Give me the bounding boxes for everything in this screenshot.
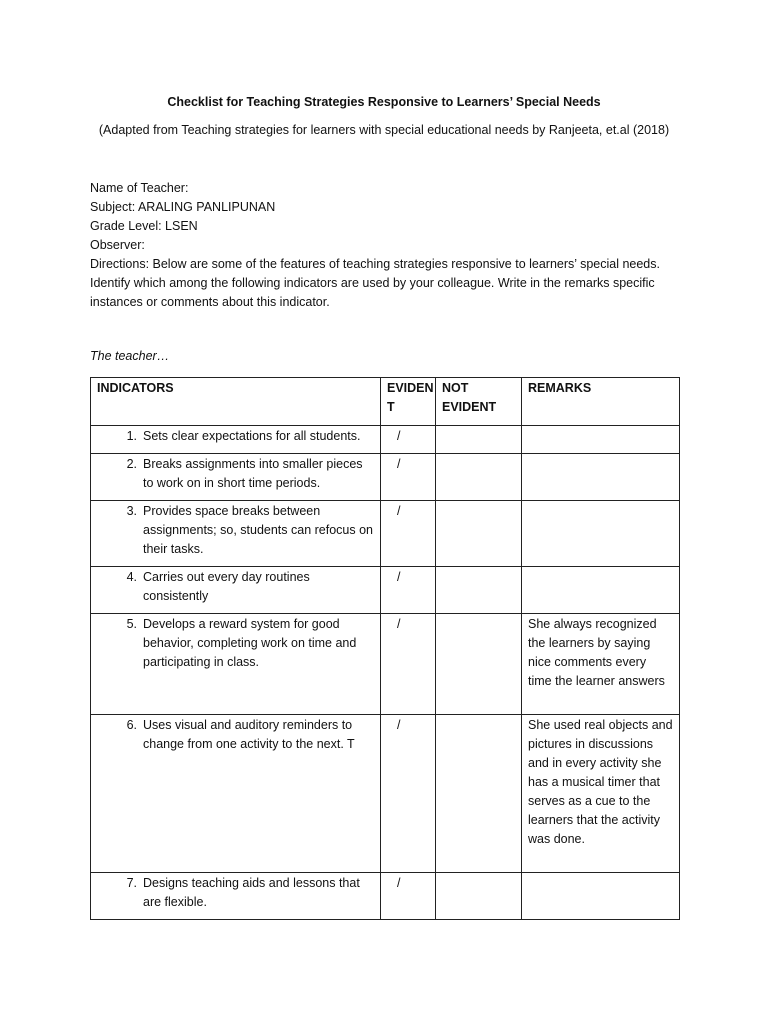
not-evident-cell [436,501,522,567]
lead-text: The teacher… [90,349,170,363]
table-row [91,715,680,873]
indicator-content [97,568,374,606]
indicator-content [97,502,374,559]
not-evident-cell [436,614,522,715]
indicator-cell [91,567,381,614]
header-not-evident: NOT EVIDENT [436,378,522,426]
remarks-cell [522,567,680,614]
indicator-content [97,455,374,493]
subject-field: Subject: ARALING PANLIPUNAN [90,200,276,214]
indicator-content [97,874,374,912]
document-subtitle: (Adapted from Teaching strategies for learners with special educational needs by Ranjeeta, et.al (2018) [98,123,670,137]
info-block [90,179,690,312]
evident-cell [381,454,436,501]
evident-cell [381,715,436,873]
evident-check-mark: / [397,457,401,471]
remarks-cell [522,501,680,567]
table-row [91,567,680,614]
not-evident-cell [436,873,522,920]
indicator-number: 3. [126,504,137,518]
header-remarks: REMARKS [522,378,680,426]
indicator-cell [91,715,381,873]
indicator-text: Provides space breaks between assignments; so, students can refocus on their tasks. [143,504,373,556]
header-indicators: INDICATORS [91,378,381,426]
table-row [91,501,680,567]
not-evident-cell [436,715,522,873]
table-header-row [91,378,680,426]
evident-check-mark: / [397,876,401,890]
remarks-cell: She used real objects and pictures in discussions and in every activity she has a musical timer that serves as a cue to the learners that the activity was done. [522,715,680,873]
table-row [91,454,680,501]
remarks-cell [522,873,680,920]
indicator-cell [91,501,381,567]
indicator-text: Designs teaching aids and lessons that are flexible. [143,876,360,909]
indicator-text: Breaks assignments into smaller pieces to work on in short time periods. [143,457,363,490]
indicator-cell [91,426,381,454]
indicator-cell [91,614,381,715]
evident-cell [381,426,436,454]
indicator-cell [91,873,381,920]
indicator-text: Develops a reward system for good behavior, completing work on time and participating in class. [143,617,357,669]
remarks-cell [522,426,680,454]
indicator-number: 7. [126,876,137,890]
table-row [91,873,680,920]
indicator-text: Uses visual and auditory reminders to change from one activity to the next. T [143,718,355,751]
evident-check-mark: / [397,718,401,732]
table-row [91,614,680,715]
evident-cell [381,873,436,920]
indicator-content [97,615,374,672]
indicator-cell [91,454,381,501]
indicator-number: 6. [126,718,137,732]
evident-cell [381,501,436,567]
table-row [91,426,680,454]
document-title: Checklist for Teaching Strategies Responsive to Learners’ Special Needs [167,95,601,109]
indicator-text: Carries out every day routines consistently [143,570,310,603]
evident-check-mark: / [397,504,401,518]
indicator-number: 2. [126,457,137,471]
header-evident: EVIDEN T [381,378,436,426]
not-evident-cell [436,567,522,614]
not-evident-cell [436,426,522,454]
not-evident-cell [436,454,522,501]
remarks-cell: She always recognized the learners by saying nice comments every time the learner answers [522,614,680,715]
indicator-text: Sets clear expectations for all students. [143,429,361,443]
observer-field: Observer: [90,238,145,252]
directions-text: Directions: Below are some of the features of teaching strategies responsive to learners’ special needs. Identify which among the following indicators are used by your colleague. Write in the remarks specific instances or comments about this indicator. [90,257,660,309]
indicator-number: 4. [126,570,137,584]
remarks-cell [522,454,680,501]
teacher-name-field: Name of Teacher: [90,181,189,195]
evident-check-mark: / [397,570,401,584]
evident-check-mark: / [397,429,401,443]
indicator-number: 1. [126,429,137,443]
indicator-content [97,716,374,754]
grade-level-field: Grade Level: LSEN [90,219,198,233]
indicator-content [97,427,374,446]
evident-cell [381,614,436,715]
evident-cell [381,567,436,614]
checklist-table [90,377,680,920]
indicator-number: 5. [126,617,137,631]
evident-check-mark: / [397,617,401,631]
